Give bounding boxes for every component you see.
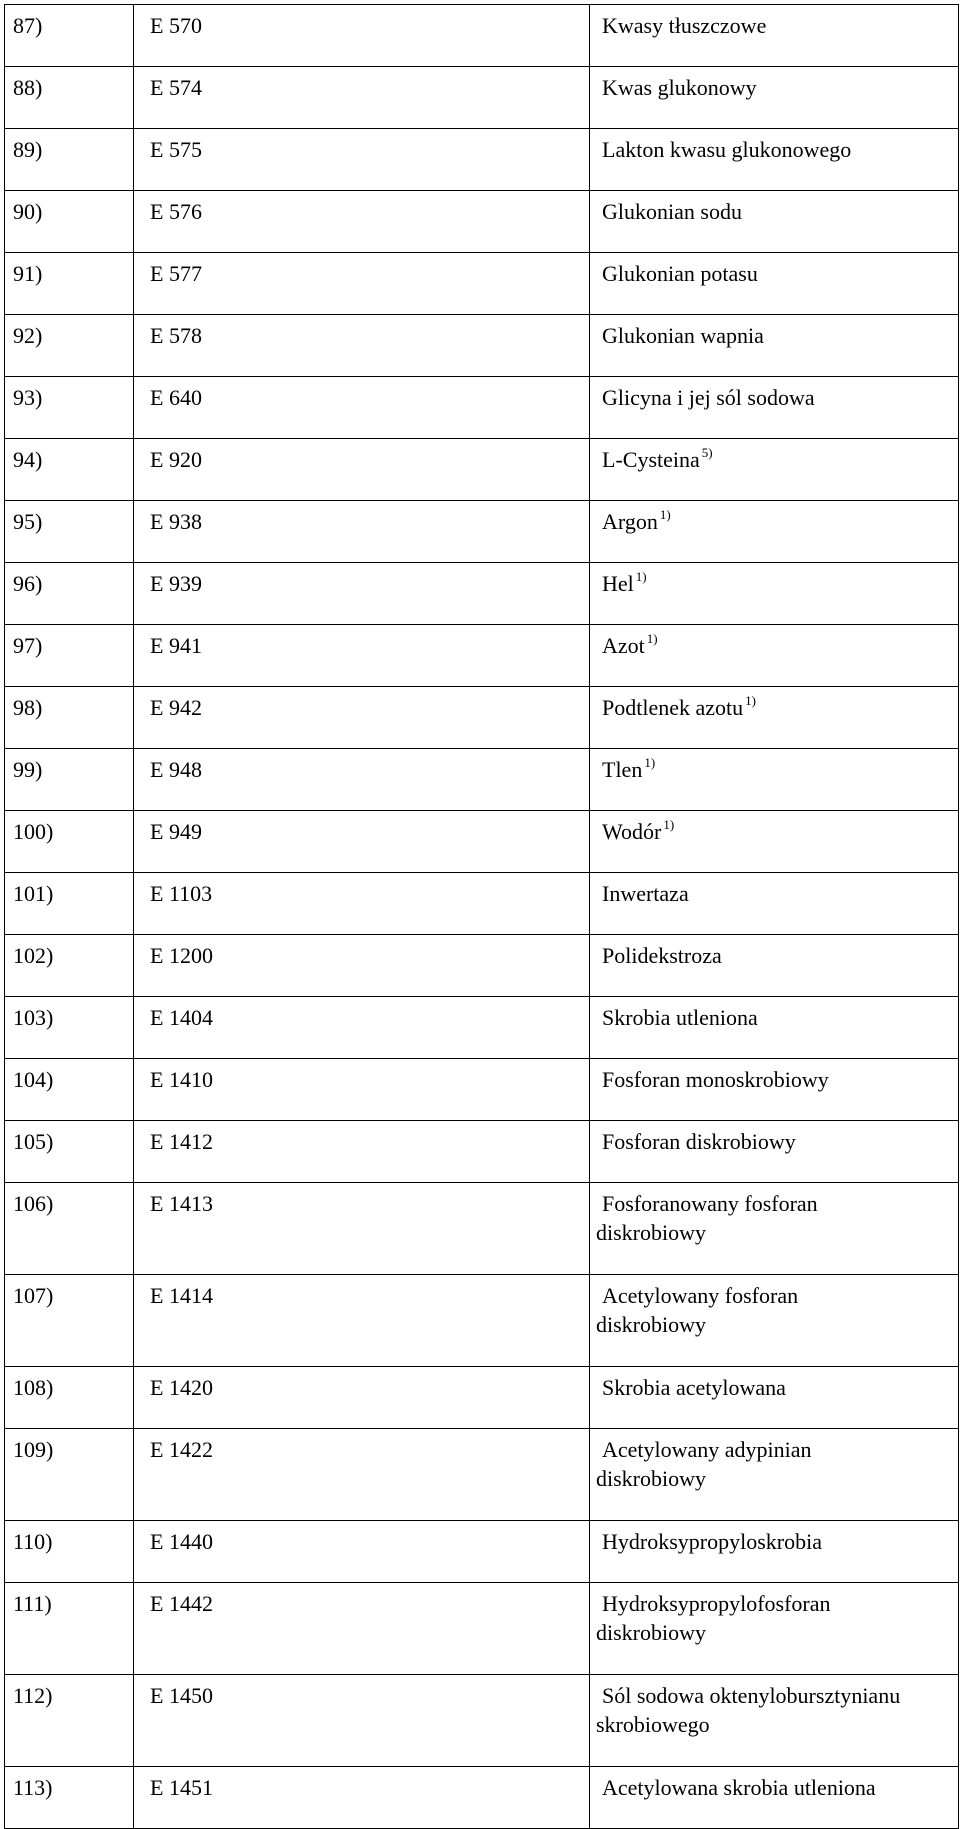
table-body [5,5,959,1829]
additive-name [590,191,959,253]
additive-name [590,811,959,873]
footnote-marker: 1) [644,755,656,770]
footnote-marker: 1) [659,507,671,522]
additive-name-text: Acetylowany adypinian [602,1437,812,1462]
additive-name-continuation: diskrobiowy [596,1466,706,1491]
table-row [5,1583,959,1675]
row-number: 98) [5,687,134,749]
additive-name-text: Glicyna i jej sól sodowa [602,385,815,410]
row-number: 111) [5,1583,134,1675]
row-number: 87) [5,5,134,67]
additive-name-text: L-Cysteina [602,447,700,472]
table-row [5,439,959,501]
row-number: 93) [5,377,134,439]
row-number: 106) [5,1183,134,1275]
row-number: 89) [5,129,134,191]
e-number: E 939 [134,563,590,625]
additive-name-text: Skrobia acetylowana [602,1375,786,1400]
e-number: E 575 [134,129,590,191]
additive-name-text: Inwertaza [602,881,689,906]
footnote-marker: 1) [646,631,658,646]
table-row [5,191,959,253]
additive-name [590,1767,959,1829]
footnote-marker: 5) [701,445,713,460]
e-number: E 1414 [134,1275,590,1367]
additive-name [590,687,959,749]
e-number: E 1420 [134,1367,590,1429]
table-row [5,563,959,625]
table-row [5,67,959,129]
table-row [5,315,959,377]
e-number: E 1200 [134,935,590,997]
row-number: 96) [5,563,134,625]
table-row [5,1183,959,1275]
table-row [5,1367,959,1429]
additive-name-continuation: skrobiowego [596,1712,710,1737]
row-number: 109) [5,1429,134,1521]
additive-name-text: Argon [602,509,658,534]
e-number: E 578 [134,315,590,377]
e-number: E 1404 [134,997,590,1059]
e-number: E 1442 [134,1583,590,1675]
e-number: E 1410 [134,1059,590,1121]
row-number: 95) [5,501,134,563]
table-row [5,129,959,191]
additive-name [590,129,959,191]
e-number: E 1103 [134,873,590,935]
e-number: E 574 [134,67,590,129]
row-number: 88) [5,67,134,129]
row-number: 101) [5,873,134,935]
e-number: E 941 [134,625,590,687]
additive-name [590,997,959,1059]
additives-table [4,4,959,1829]
e-number: E 1422 [134,1429,590,1521]
row-number: 94) [5,439,134,501]
table-row [5,997,959,1059]
e-number: E 640 [134,377,590,439]
row-number: 103) [5,997,134,1059]
additive-name [590,1121,959,1183]
e-number: E 1413 [134,1183,590,1275]
e-number: E 1412 [134,1121,590,1183]
e-number: E 1451 [134,1767,590,1829]
additive-name-text: Acetylowana skrobia utleniona [602,1775,876,1800]
additive-name [590,439,959,501]
row-number: 104) [5,1059,134,1121]
additive-name [590,1521,959,1583]
additive-name [590,1367,959,1429]
e-number: E 920 [134,439,590,501]
additive-name-text: Sól sodowa oktenylobursztynianu [602,1683,901,1708]
additive-name-text: Fosforan monoskrobiowy [602,1067,829,1092]
table-row [5,253,959,315]
table-row [5,935,959,997]
additive-name-text: Acetylowany fosforan [602,1283,799,1308]
e-number: E 570 [134,5,590,67]
row-number: 110) [5,1521,134,1583]
row-number: 113) [5,1767,134,1829]
additive-name-text: Skrobia utleniona [602,1005,758,1030]
additive-name-text: Polidekstroza [602,943,722,968]
row-number: 99) [5,749,134,811]
additive-name-text: Kwas glukonowy [602,75,757,100]
footnote-marker: 1) [663,817,675,832]
additive-name [590,253,959,315]
additive-name-text: Tlen [602,757,643,782]
footnote-marker: 1) [745,693,756,708]
additive-name [590,563,959,625]
additive-name-text: Hydroksypropyloskrobia [602,1529,822,1554]
row-number: 107) [5,1275,134,1367]
e-number: E 577 [134,253,590,315]
additive-name-text: Fosforan diskrobiowy [602,1129,796,1154]
additive-name-text: Wodór [602,819,662,844]
additive-name [590,5,959,67]
row-number: 91) [5,253,134,315]
additive-name [590,749,959,811]
additive-name [590,1429,959,1521]
row-number: 92) [5,315,134,377]
e-number: E 1450 [134,1675,590,1767]
table-row [5,1429,959,1521]
e-number: E 949 [134,811,590,873]
additive-name [590,1275,959,1367]
additive-name [590,1183,959,1275]
table-row [5,1275,959,1367]
footnote-marker: 1) [635,569,647,584]
row-number: 97) [5,625,134,687]
table-row [5,1521,959,1583]
row-number: 112) [5,1675,134,1767]
e-number: E 576 [134,191,590,253]
additive-name [590,377,959,439]
table-row [5,749,959,811]
table-row [5,1767,959,1829]
table-row [5,1675,959,1767]
e-number: E 1440 [134,1521,590,1583]
additive-name-text: Kwasy tłuszczowe [602,13,767,38]
additive-name-continuation: diskrobiowy [596,1620,706,1645]
additive-name-text: Hydroksypropylofosforan [602,1591,831,1616]
e-number: E 938 [134,501,590,563]
additive-name [590,1675,959,1767]
additive-name [590,67,959,129]
additive-name [590,625,959,687]
table-row [5,5,959,67]
table-row [5,377,959,439]
additive-name [590,501,959,563]
additive-name-text: Hel [602,571,634,596]
additive-name [590,1059,959,1121]
row-number: 108) [5,1367,134,1429]
additive-name-text: Fosforanowany fosforan [602,1191,818,1216]
additive-name [590,1583,959,1675]
row-number: 102) [5,935,134,997]
additive-name-text: Podtlenek azotu [602,695,744,720]
table-row [5,873,959,935]
table-row [5,811,959,873]
additive-name-text: Glukonian sodu [602,199,742,224]
additive-name-text: Lakton kwasu glukonowego [602,137,852,162]
row-number: 105) [5,1121,134,1183]
e-number: E 948 [134,749,590,811]
table-row [5,625,959,687]
table-row [5,1059,959,1121]
additive-name [590,935,959,997]
row-number: 90) [5,191,134,253]
additive-name [590,873,959,935]
e-number: E 942 [134,687,590,749]
additive-name [590,315,959,377]
table-row [5,501,959,563]
additive-name-continuation: diskrobiowy [596,1312,706,1337]
additive-name-text: Glukonian potasu [602,261,758,286]
row-number: 100) [5,811,134,873]
additive-name-continuation: diskrobiowy [596,1220,706,1245]
table-row [5,1121,959,1183]
table-row [5,687,959,749]
additive-name-text: Azot [602,633,645,658]
additive-name-text: Glukonian wapnia [602,323,764,348]
